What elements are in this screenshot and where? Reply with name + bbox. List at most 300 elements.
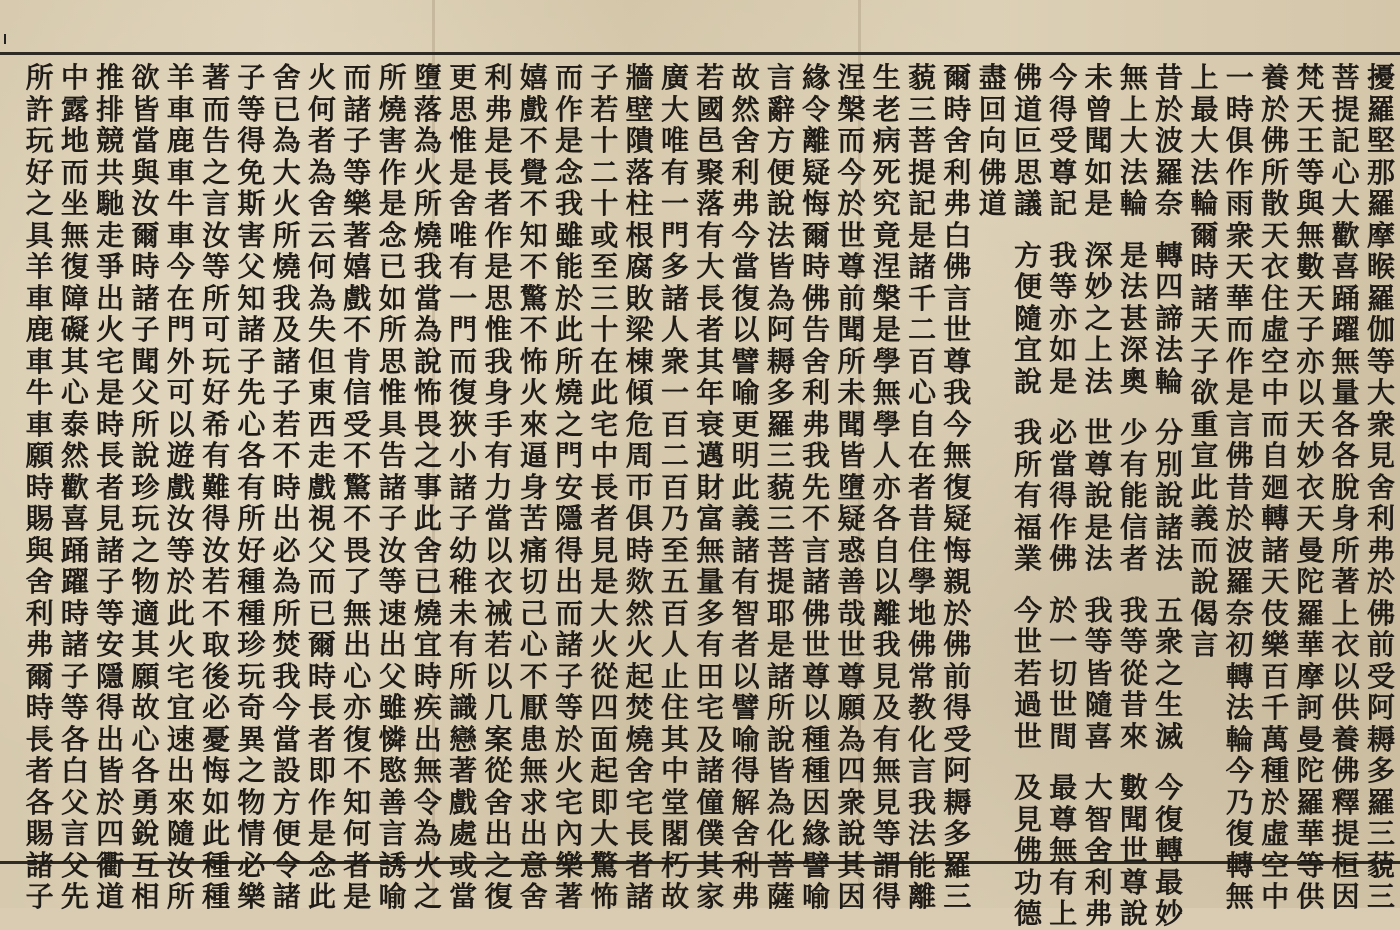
character: 種: [237, 596, 266, 630]
character: 皆: [131, 92, 160, 126]
character: 雨: [1225, 187, 1254, 220]
character: 諸: [908, 250, 937, 283]
character: 奧: [1119, 364, 1148, 398]
character: 為: [766, 281, 795, 315]
character: 等: [378, 565, 407, 598]
character: 當: [131, 124, 160, 157]
character: 說: [766, 722, 795, 756]
character: 提: [1331, 92, 1360, 126]
character: 父: [131, 376, 160, 409]
character: 今: [943, 407, 972, 441]
character: 免: [237, 155, 266, 189]
character: 自: [908, 407, 937, 441]
character: 上: [1084, 333, 1113, 366]
character: 佛: [943, 628, 972, 661]
character: 惟: [484, 313, 513, 346]
character: 患: [519, 722, 548, 756]
character: 相: [131, 880, 160, 913]
character: 舍: [484, 785, 513, 819]
character: 故: [731, 61, 760, 94]
character: 者: [307, 124, 336, 157]
character: 戲: [307, 470, 336, 504]
character: 方: [1013, 238, 1042, 272]
character: 生: [1155, 688, 1184, 721]
character: 告: [802, 313, 831, 346]
character: 諸: [272, 880, 301, 913]
character: 爭: [96, 250, 125, 283]
character: 大: [1084, 771, 1113, 804]
character: 隨: [166, 817, 195, 850]
character: 至: [590, 250, 619, 283]
character: 必: [272, 533, 301, 567]
text-column: [623, 62, 657, 913]
character: 即: [590, 785, 619, 819]
character: 僮: [696, 785, 725, 819]
character: 玩: [131, 502, 160, 535]
character: 願: [25, 439, 54, 472]
character: 腐: [625, 250, 654, 283]
character: 百: [660, 596, 689, 630]
character: 諸: [802, 565, 831, 598]
character: 云: [307, 218, 336, 252]
character: 出: [96, 722, 125, 756]
character: 化: [908, 722, 937, 756]
character: 取: [202, 628, 231, 661]
character: 無: [1225, 880, 1254, 913]
character: 種: [202, 880, 231, 913]
character: 梁: [625, 313, 654, 346]
character: 千: [908, 281, 937, 315]
character: 千: [1261, 691, 1290, 724]
character: 宅: [166, 659, 195, 693]
character: 於: [1366, 565, 1395, 598]
character: 之: [555, 407, 584, 441]
character: 當: [731, 250, 760, 283]
character: 勇: [131, 785, 160, 819]
character: 以: [731, 659, 760, 693]
text-column: [305, 62, 339, 913]
character: 藐: [908, 61, 937, 94]
character: 競: [96, 124, 125, 157]
character: 白: [943, 218, 972, 252]
character: 而: [307, 565, 336, 598]
character: 種: [802, 722, 831, 756]
character: 羅: [1155, 155, 1184, 189]
character: 戲: [449, 785, 478, 819]
character: 所: [237, 502, 266, 535]
character: 得: [731, 754, 760, 787]
character: 天: [1261, 565, 1290, 598]
character: 火: [519, 376, 548, 409]
character: 見: [872, 659, 901, 693]
character: 昔: [908, 502, 937, 535]
character: 羊: [166, 61, 195, 94]
character: 者: [590, 502, 619, 535]
character: 是: [449, 155, 478, 189]
character: 心: [131, 722, 160, 756]
character: 得: [872, 880, 901, 913]
character: 弗: [802, 407, 831, 441]
character: 如: [1049, 333, 1078, 366]
text-column: [199, 62, 233, 913]
character: 等: [1084, 625, 1113, 658]
character: 摩: [1366, 218, 1395, 252]
character: 厭: [519, 691, 548, 724]
character: 以: [731, 313, 760, 346]
character: 所: [378, 313, 407, 346]
character: 有: [731, 565, 760, 598]
character: 三: [590, 281, 619, 315]
character: 等: [1296, 848, 1325, 882]
character: 不: [519, 250, 548, 283]
character: 起: [590, 754, 619, 787]
character: 得: [96, 691, 125, 724]
character: 種: [202, 848, 231, 882]
character: 子: [237, 61, 266, 94]
character: 是: [1225, 376, 1254, 409]
character: 利: [1084, 865, 1113, 899]
character: 諸: [237, 313, 266, 346]
character: 子: [60, 659, 89, 693]
character: 而: [1190, 533, 1219, 567]
character: 遊: [166, 439, 195, 472]
character: 鹿: [166, 124, 195, 157]
character: 閣: [660, 817, 689, 850]
character: 福: [1013, 510, 1042, 544]
character: 前: [837, 281, 866, 315]
character: 外: [166, 344, 195, 378]
character: 佛: [1366, 596, 1395, 630]
character: 妙: [1084, 270, 1113, 303]
character: 地: [60, 124, 89, 157]
character: 及: [1013, 771, 1042, 804]
character: 不: [343, 754, 372, 787]
character: 涅: [837, 61, 866, 94]
character: 時: [131, 250, 160, 283]
character: 於: [166, 565, 195, 598]
character: 出: [378, 628, 407, 661]
character: 三: [1366, 880, 1395, 913]
character: 所: [25, 61, 54, 94]
character: 汝: [166, 848, 195, 882]
character: 痛: [519, 533, 548, 567]
character: 涅: [872, 250, 901, 283]
character: 乃: [660, 502, 689, 535]
character: 言: [908, 754, 937, 787]
character: 天: [1261, 218, 1290, 252]
character: 舍: [943, 124, 972, 157]
character: 見: [1366, 439, 1395, 472]
text-column: [517, 62, 551, 913]
character: 養: [1261, 61, 1290, 94]
character: 家: [696, 880, 725, 913]
character: 更: [449, 61, 478, 94]
character: 生: [872, 61, 901, 94]
character: 車: [25, 344, 54, 378]
character: 之: [25, 187, 54, 220]
text-column: [1011, 62, 1045, 930]
character: 最: [1155, 865, 1184, 899]
character: 數: [1119, 771, 1148, 804]
character: 戀: [449, 722, 478, 756]
character: 舍: [272, 61, 301, 94]
character: 子: [237, 344, 266, 378]
character: 之: [484, 848, 513, 882]
text-column: [1082, 62, 1116, 930]
character: 國: [696, 92, 725, 126]
character: 以: [166, 407, 195, 441]
character: 畏: [413, 407, 442, 441]
character: 僕: [696, 817, 725, 850]
character: 先: [60, 880, 89, 913]
character: 落: [696, 187, 725, 220]
character: 我: [272, 659, 301, 693]
character: 肯: [343, 344, 372, 378]
character: 最: [1049, 771, 1078, 804]
character: 阿: [1366, 691, 1395, 724]
character: 憐: [378, 722, 407, 756]
character: 前: [1366, 628, 1395, 661]
character: 有: [1119, 447, 1148, 481]
character: 義: [731, 502, 760, 535]
character: 所: [413, 187, 442, 220]
character: 爾: [943, 61, 972, 94]
character: 著: [449, 754, 478, 787]
character: 具: [378, 407, 407, 441]
character: 至: [660, 533, 689, 567]
character: 思: [449, 92, 478, 126]
character: 宅: [555, 785, 584, 819]
character: 得: [202, 502, 231, 535]
character: 而: [1225, 313, 1254, 346]
text-column: [234, 62, 268, 913]
character: 輪: [1119, 187, 1148, 220]
character: 無: [343, 596, 372, 630]
character: 舍: [625, 754, 654, 787]
character: 能: [1119, 479, 1148, 512]
character: 空: [1261, 848, 1290, 882]
character: 無: [60, 218, 89, 252]
character: 利: [1366, 502, 1395, 535]
character: 說: [766, 187, 795, 220]
character: 妙: [1155, 897, 1184, 930]
character: 朽: [660, 848, 689, 882]
character: 諸: [378, 470, 407, 504]
character: 尊: [1119, 865, 1148, 899]
character: 羅: [1366, 281, 1395, 315]
character: 為: [307, 281, 336, 315]
character: 此: [555, 313, 584, 346]
character: 不: [343, 439, 372, 472]
character: 此: [731, 470, 760, 504]
character: 或: [590, 218, 619, 252]
character: 異: [237, 722, 266, 756]
character: 聞: [837, 407, 866, 441]
character: 知: [519, 218, 548, 252]
character: 怖: [519, 344, 548, 378]
character: 佛: [1049, 542, 1078, 575]
character: 舍: [802, 344, 831, 378]
character: 其: [696, 848, 725, 882]
character: 德: [1013, 897, 1042, 930]
character: 必: [237, 848, 266, 882]
character: 擾: [1366, 61, 1395, 94]
character: 陀: [1296, 754, 1325, 787]
character: 供: [1331, 691, 1360, 724]
character: 於: [943, 596, 972, 630]
character: 華: [1296, 817, 1325, 850]
character: 此: [1190, 470, 1219, 504]
character: 俱: [1225, 124, 1254, 157]
character: 若: [1013, 656, 1042, 690]
character: 惟: [449, 124, 478, 157]
character: 已: [378, 250, 407, 283]
character: 盡: [978, 61, 1007, 94]
character: 分: [1155, 416, 1184, 449]
character: 利: [731, 848, 760, 882]
character: 桓: [1331, 848, 1360, 882]
character: 為: [272, 124, 301, 157]
character: 一: [660, 187, 689, 220]
character: 出: [555, 565, 584, 598]
character: 我: [555, 187, 584, 220]
character: 但: [307, 344, 336, 378]
character: 羅: [1296, 596, 1325, 630]
character: 與: [131, 155, 160, 189]
character: 未: [1084, 61, 1113, 94]
character: 言: [202, 187, 231, 220]
character: 隱: [555, 502, 584, 535]
character: 所: [1331, 533, 1360, 567]
character: 是: [766, 628, 795, 661]
character: 是: [1084, 510, 1113, 544]
character: 壁: [625, 92, 654, 126]
character: 中: [660, 754, 689, 787]
character: 適: [131, 596, 160, 630]
character: 者: [96, 470, 125, 504]
character: 車: [166, 92, 195, 126]
character: 今: [731, 218, 760, 252]
character: 疑: [802, 155, 831, 189]
character: 衣: [1261, 250, 1290, 283]
character: 昔: [1225, 470, 1254, 504]
character: 邑: [696, 124, 725, 157]
character: 上: [1049, 897, 1078, 930]
character: 作: [307, 785, 336, 819]
character: 見: [1013, 802, 1042, 836]
character: 羅: [1225, 565, 1254, 598]
character: 辭: [766, 92, 795, 126]
character: 舍: [731, 124, 760, 157]
character: 今: [166, 250, 195, 283]
character: 信: [1119, 510, 1148, 544]
character: 愍: [378, 754, 407, 787]
character: 無: [872, 754, 901, 787]
character: 怖: [590, 880, 619, 913]
character: 切: [519, 565, 548, 598]
character: 聞: [1119, 802, 1148, 836]
character: 復: [449, 376, 478, 409]
character: 衆: [1366, 407, 1395, 441]
character: 戲: [343, 281, 372, 315]
character: 衆: [837, 785, 866, 819]
character: 復: [60, 250, 89, 283]
character: 玩: [237, 659, 266, 693]
character: 推: [96, 61, 125, 94]
character: 若: [696, 61, 725, 94]
character: 驚: [519, 281, 548, 315]
character: 諸: [449, 470, 478, 504]
character: 當: [413, 281, 442, 315]
character: 羅: [1296, 785, 1325, 819]
character: 奇: [237, 691, 266, 724]
character: 爾: [802, 218, 831, 252]
character: 不: [519, 313, 548, 346]
character: 言: [943, 281, 972, 315]
character: 無: [1296, 218, 1325, 252]
character: 己: [519, 596, 548, 630]
character: 今: [1049, 61, 1078, 94]
character: 二: [908, 313, 937, 346]
character: 以: [1296, 376, 1325, 409]
character: 白: [60, 754, 89, 787]
character: 不: [343, 502, 372, 535]
character: 多: [1366, 754, 1395, 787]
character: 百: [660, 407, 689, 441]
character: 唯: [449, 218, 478, 252]
character: 而: [60, 155, 89, 189]
character: 所: [272, 218, 301, 252]
character: 先: [237, 376, 266, 409]
character: 是: [590, 565, 619, 598]
character: 驚: [590, 848, 619, 882]
character: 得: [1049, 479, 1078, 512]
character: 尊: [837, 659, 866, 693]
character: 為: [307, 155, 336, 189]
character: 賜: [25, 817, 54, 850]
character: 曾: [1084, 92, 1113, 126]
character: 三: [1366, 817, 1395, 850]
character: 一: [660, 376, 689, 409]
character: 者: [908, 470, 937, 504]
character: 法: [1119, 155, 1148, 189]
character: 思: [1013, 155, 1042, 189]
character: 尊: [1049, 802, 1078, 836]
character: 疾: [413, 691, 442, 724]
character: 緣: [802, 61, 831, 94]
character: 排: [96, 92, 125, 126]
character: 見: [96, 502, 125, 535]
character: 令: [413, 785, 442, 819]
character: 時: [1190, 250, 1219, 283]
character: 作: [1049, 510, 1078, 544]
character: 不: [343, 313, 372, 346]
character: 世: [1049, 688, 1078, 721]
character: 學: [908, 565, 937, 598]
character: 有: [449, 250, 478, 283]
character: 子: [449, 502, 478, 535]
character: 富: [696, 502, 725, 535]
character: 謂: [872, 848, 901, 882]
character: 一: [1049, 625, 1078, 658]
character: 及: [696, 722, 725, 756]
character: 記: [1049, 187, 1078, 220]
character: 於: [96, 785, 125, 819]
character: 天: [1296, 92, 1325, 126]
character: 之: [1084, 301, 1113, 335]
character: 有: [484, 439, 513, 472]
character: 情: [237, 817, 266, 850]
